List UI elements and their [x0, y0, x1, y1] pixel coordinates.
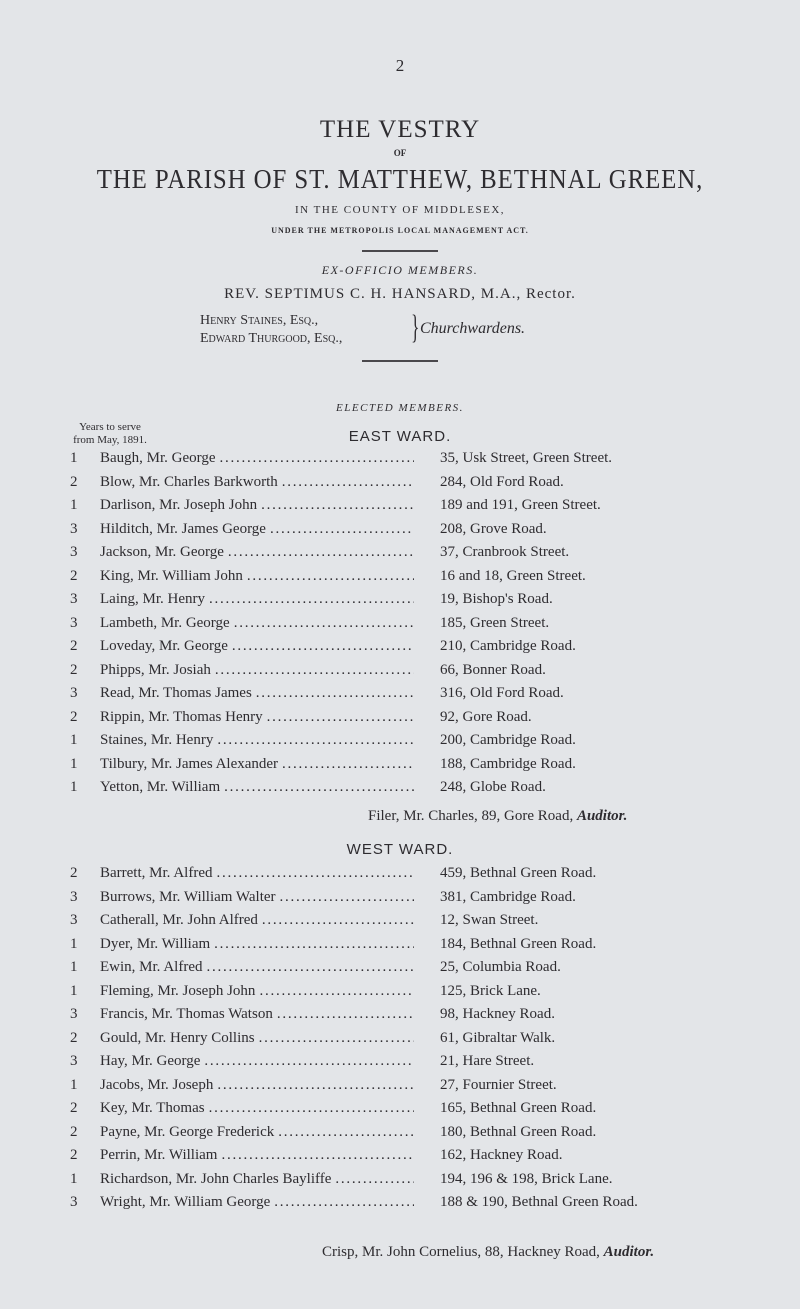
member-row: [70, 779, 710, 803]
years-to-serve: 1: [70, 755, 78, 772]
member-name-cell: [100, 638, 418, 655]
years-to-serve: 2: [70, 473, 78, 490]
years-to-serve: 3: [70, 591, 78, 607]
member-name: Catherall, Mr. John Alfred: [100, 912, 258, 928]
years-to-serve: 3: [70, 1006, 78, 1022]
dot-leader: [278, 1124, 414, 1141]
page-number: 2: [395, 56, 405, 75]
member-name-cell: [100, 544, 418, 561]
dot-leader: [209, 1100, 414, 1117]
member-name-cell: [100, 936, 418, 953]
member-name: Perrin, Mr. William: [100, 1147, 218, 1163]
member-row: [70, 615, 710, 639]
member-address: 37, Cranbrook Street.: [440, 544, 570, 560]
member-name: Fleming, Mr. Joseph John: [100, 982, 256, 999]
member-name: Jacobs, Mr. Joseph: [100, 1076, 214, 1093]
member-name-cell: [100, 1030, 418, 1047]
member-address: 165, Bethnal Green Road.: [440, 1100, 597, 1116]
member-address: 194, 196 & 198, Brick Lane.: [440, 1170, 613, 1187]
member-name: Read, Mr. Thomas James: [100, 685, 252, 701]
auditor-name: Crisp, Mr. John Cornelius, 88, Hackney Road,: [322, 1244, 600, 1260]
east-ward-list: [70, 450, 710, 803]
member-row: [70, 1030, 710, 1054]
dot-leader: [204, 1053, 414, 1070]
years-to-serve: 1: [70, 450, 78, 466]
dot-leader: [232, 638, 414, 655]
churchwardens-list: [200, 312, 342, 348]
member-row: [70, 959, 710, 983]
member-row: [70, 685, 710, 709]
years-to-serve: 1: [70, 497, 78, 513]
member-name-cell: [100, 912, 418, 929]
member-name-cell: [100, 1171, 418, 1188]
years-to-serve: 3: [70, 888, 78, 905]
years-to-serve: 3: [70, 1053, 78, 1069]
dot-leader: [280, 889, 414, 906]
member-name: Laing, Mr. Henry: [100, 591, 205, 607]
member-name: Hilditch, Mr. James George: [100, 520, 266, 537]
auditor-name: Filer, Mr. Charles, 89, Gore Road,: [368, 808, 574, 824]
member-address: 184, Bethnal Green Road.: [440, 935, 597, 952]
dot-leader: [214, 936, 414, 953]
member-row: [70, 1194, 710, 1218]
member-row: [70, 1147, 710, 1171]
member-name-cell: [100, 685, 418, 702]
years-to-serve: 1: [70, 732, 78, 748]
member-name-cell: [100, 779, 418, 796]
member-address: 284, Old Ford Road.: [440, 473, 564, 490]
years-to-serve: 3: [70, 520, 78, 537]
member-name-cell: [100, 1100, 418, 1117]
elected-heading: ELECTED MEMBERS.: [336, 402, 464, 414]
dot-leader: [270, 521, 414, 538]
member-name: Baugh, Mr. George: [100, 450, 216, 466]
member-row: [70, 474, 710, 498]
member-name-cell: [100, 889, 418, 906]
ex-officio-heading: EX-OFFICIO MEMBERS.: [321, 263, 479, 277]
member-name: Richardson, Mr. John Charles Bayliffe: [100, 1170, 332, 1187]
years-to-serve: 1: [70, 982, 78, 999]
member-name: Ewin, Mr. Alfred: [100, 959, 203, 975]
member-address: 21, Hare Street.: [440, 1053, 535, 1069]
member-address: 208, Grove Road.: [440, 520, 547, 537]
member-address: 66, Bonner Road.: [440, 661, 546, 678]
member-address: 180, Bethnal Green Road.: [440, 1123, 597, 1140]
rector: REV. SEPTIMUS C. H. HANSARD, M.A., Rector.: [224, 286, 576, 302]
west-ward-list: [70, 865, 710, 1218]
member-name: Phipps, Mr. Josiah: [100, 661, 211, 678]
member-name: Lambeth, Mr. George: [100, 614, 230, 631]
member-name-cell: [100, 450, 418, 467]
member-name: Blow, Mr. Charles Barkworth: [100, 473, 278, 490]
dot-leader: [282, 474, 414, 491]
member-name-cell: [100, 521, 418, 538]
page-title: THE VESTRY: [319, 116, 481, 143]
member-name: Burrows, Mr. William Walter: [100, 888, 276, 905]
member-row: [70, 732, 710, 756]
dot-leader: [259, 983, 414, 1000]
years-to-serve: 1: [70, 935, 78, 952]
dot-leader: [267, 709, 414, 726]
years-label-line: Years to serve: [79, 421, 141, 433]
member-name-cell: [100, 497, 418, 514]
member-address: 25, Columbia Road.: [440, 959, 561, 975]
member-name-cell: [100, 756, 418, 773]
dot-leader: [217, 1077, 414, 1094]
member-address: 459, Bethnal Green Road.: [440, 865, 597, 881]
member-address: 12, Swan Street.: [440, 912, 539, 928]
member-row: [70, 983, 710, 1007]
west-ward-auditor: [322, 1244, 654, 1261]
member-row: [70, 591, 710, 615]
member-name-cell: [100, 865, 418, 882]
member-name-cell: [100, 615, 418, 632]
dot-leader: [207, 959, 415, 976]
member-address: 248, Globe Road.: [440, 779, 546, 795]
auditor-label: Auditor.: [603, 1244, 655, 1260]
member-row: [70, 1100, 710, 1124]
member-name: Gould, Mr. Henry Collins: [100, 1029, 255, 1046]
member-row: [70, 521, 710, 545]
member-row: [70, 709, 710, 733]
member-row: [70, 662, 710, 686]
member-address: 200, Cambridge Road.: [440, 732, 576, 748]
west-ward-heading: WEST WARD.: [346, 841, 454, 858]
member-address: 162, Hackney Road.: [440, 1147, 563, 1163]
member-address: 185, Green Street.: [440, 614, 550, 631]
years-to-serve: 3: [70, 685, 78, 701]
dot-leader: [221, 1147, 414, 1164]
member-address: 98, Hackney Road.: [440, 1006, 555, 1022]
member-name: Hay, Mr. George: [100, 1053, 201, 1069]
dot-leader: [217, 732, 414, 749]
member-name: Wright, Mr. William George: [100, 1194, 271, 1210]
member-name-cell: [100, 1147, 418, 1164]
member-name-cell: [100, 568, 418, 585]
dot-leader: [262, 912, 414, 929]
east-ward-heading: EAST WARD.: [348, 428, 452, 445]
years-label-line: from May, 1891.: [73, 434, 147, 446]
title-of: OF: [393, 148, 407, 158]
member-name: Jackson, Mr. George: [100, 544, 224, 560]
years-to-serve: 2: [70, 1100, 78, 1116]
member-row: [70, 912, 710, 936]
member-name: Rippin, Mr. Thomas Henry: [100, 708, 263, 725]
member-name-cell: [100, 1006, 418, 1023]
member-row: [70, 497, 710, 521]
dot-leader: [274, 1194, 414, 1211]
dot-leader: [256, 685, 414, 702]
member-address: 188, Cambridge Road.: [440, 755, 576, 772]
member-name-cell: [100, 662, 418, 679]
member-name-cell: [100, 1077, 418, 1094]
years-to-serve: 3: [70, 1194, 78, 1210]
dot-leader: [224, 779, 414, 796]
member-name: Francis, Mr. Thomas Watson: [100, 1006, 273, 1022]
member-address: 316, Old Ford Road.: [440, 685, 564, 701]
member-name-cell: [100, 1053, 418, 1070]
member-name: Loveday, Mr. George: [100, 638, 228, 654]
years-to-serve: 2: [70, 661, 78, 678]
years-to-serve: 1: [70, 1170, 78, 1187]
member-row: [70, 889, 710, 913]
years-to-serve: 1: [70, 1076, 78, 1093]
member-address: 61, Gibraltar Walk.: [440, 1029, 556, 1046]
member-name-cell: [100, 591, 418, 608]
member-address: 189 and 191, Green Street.: [440, 497, 601, 513]
member-address: 16 and 18, Green Street.: [440, 567, 586, 584]
dot-leader: [220, 450, 414, 467]
years-to-serve: 3: [70, 544, 78, 560]
auditor-label: Auditor.: [576, 808, 628, 824]
member-name: Tilbury, Mr. James Alexander: [100, 755, 279, 772]
member-name: Darlison, Mr. Joseph John: [100, 497, 258, 513]
member-row: [70, 756, 710, 780]
years-to-serve: 2: [70, 865, 78, 881]
member-row: [70, 638, 710, 662]
member-name-cell: [100, 1124, 418, 1141]
dot-leader: [228, 544, 414, 561]
member-address: 92, Gore Road.: [440, 708, 532, 725]
member-name: Yetton, Mr. William: [100, 779, 221, 795]
act-line: UNDER THE METROPOLIS LOCAL MANAGEMENT ACT.: [271, 226, 529, 235]
member-row: [70, 450, 710, 474]
dot-leader: [247, 568, 414, 585]
member-name-cell: [100, 709, 418, 726]
churchwarden: Henry Staines, Esq.,: [200, 313, 319, 328]
member-address: 27, Fournier Street.: [440, 1076, 557, 1093]
years-to-serve: 2: [70, 567, 78, 584]
churchwardens-label: Churchwardens.: [420, 320, 526, 337]
member-name-cell: [100, 474, 418, 491]
member-row: [70, 1053, 710, 1077]
years-to-serve: 1: [70, 959, 78, 975]
dot-leader: [216, 865, 414, 882]
member-name: Dyer, Mr. William: [100, 935, 211, 952]
member-row: [70, 544, 710, 568]
brace-icon: }: [411, 309, 420, 346]
member-name: King, Mr. William John: [100, 567, 243, 584]
member-name: Payne, Mr. George Frederick: [100, 1123, 275, 1140]
member-name-cell: [100, 983, 418, 1000]
years-to-serve: 2: [70, 1029, 78, 1046]
dot-leader: [282, 756, 414, 773]
divider: [362, 360, 438, 362]
member-address: 381, Cambridge Road.: [440, 888, 576, 905]
member-row: [70, 1077, 710, 1101]
county-line: IN THE COUNTY OF MIDDLESEX,: [294, 204, 506, 216]
years-to-serve: 2: [70, 1123, 78, 1140]
years-to-serve: 3: [70, 912, 78, 928]
member-name-cell: [100, 732, 418, 749]
years-to-serve: 1: [70, 779, 78, 795]
member-address: 125, Brick Lane.: [440, 982, 541, 999]
years-to-serve: 2: [70, 708, 78, 725]
parish-name: THE PARISH OF ST. MATTHEW, BETHNAL GREEN,: [96, 164, 704, 194]
dot-leader: [277, 1006, 414, 1023]
years-to-serve: 2: [70, 1147, 78, 1163]
member-row: [70, 568, 710, 592]
member-address: 35, Usk Street, Green Street.: [440, 450, 613, 466]
member-row: [70, 1124, 710, 1148]
member-name: Barrett, Mr. Alfred: [100, 865, 213, 881]
years-to-serve: 3: [70, 614, 78, 631]
member-address: 188 & 190, Bethnal Green Road.: [440, 1194, 638, 1210]
member-row: [70, 1171, 710, 1195]
divider: [362, 250, 438, 252]
years-to-serve: 2: [70, 638, 78, 654]
member-row: [70, 1006, 710, 1030]
member-row: [70, 936, 710, 960]
member-name-cell: [100, 959, 418, 976]
dot-leader: [261, 497, 414, 514]
member-row: [70, 865, 710, 889]
member-address: 210, Cambridge Road.: [440, 638, 576, 654]
dot-leader: [209, 591, 414, 608]
member-address: 19, Bishop's Road.: [440, 591, 553, 607]
member-name: Staines, Mr. Henry: [100, 732, 214, 748]
dot-leader: [215, 662, 414, 679]
dot-leader: [234, 615, 414, 632]
east-ward-auditor: [368, 808, 627, 825]
dot-leader: [259, 1030, 414, 1047]
member-name: Key, Mr. Thomas: [100, 1100, 205, 1116]
dot-leader: [335, 1171, 414, 1188]
churchwarden: Edward Thurgood, Esq.,: [200, 331, 343, 346]
member-name-cell: [100, 1194, 418, 1211]
